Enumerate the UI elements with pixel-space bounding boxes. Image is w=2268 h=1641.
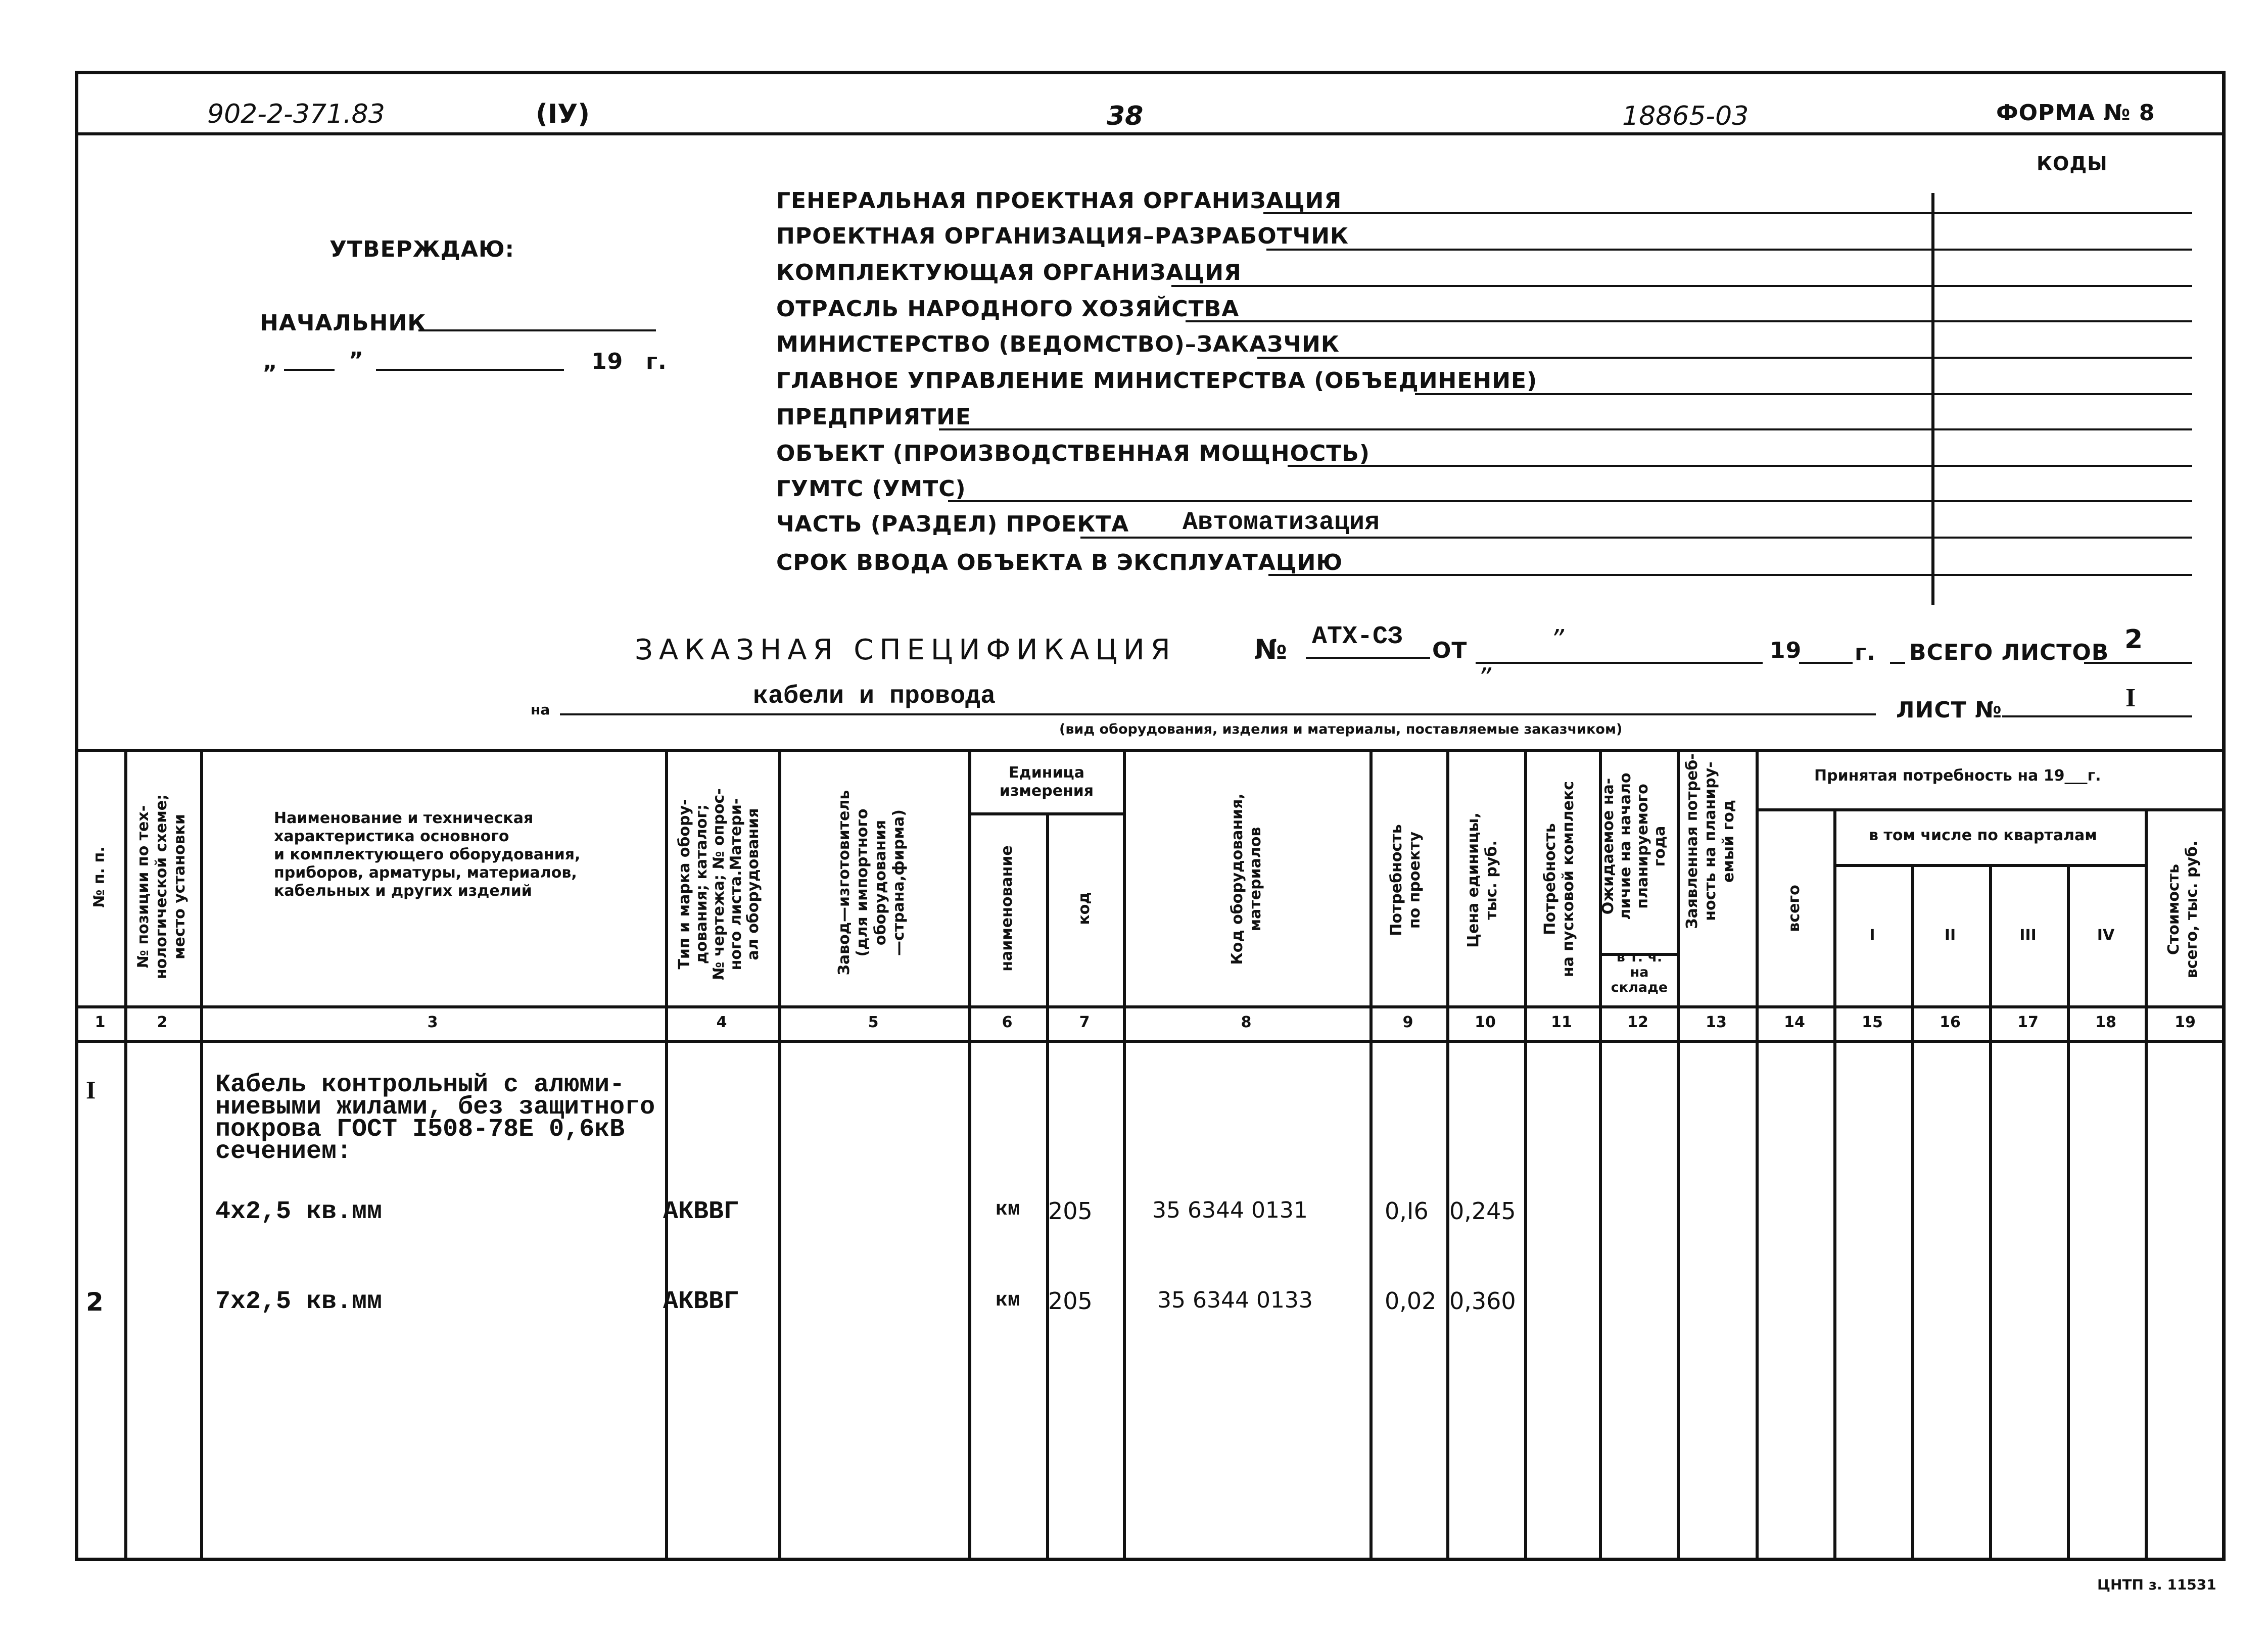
row-unit: км (996, 1198, 1020, 1221)
sheet-no-value: I (2125, 684, 2136, 712)
header-unit-group: Единица измерения (999, 764, 1094, 800)
chief-line (418, 329, 656, 331)
column-number: 15 (1862, 1013, 1883, 1031)
row-name: Кабель контрольный с алюми- ниевыми жилами, без защитного покрова ГОСТ I508-78Е 0,6кВ сечением: (215, 1071, 655, 1166)
header-col-4: Тип и марка обору- дования; каталог; № чертежа; № опрос- ного листа.Матери- ал оборудования (676, 788, 762, 980)
org-field-label: ОТРАСЛЬ НАРОДНОГО ХОЗЯЙСТВА (776, 296, 1240, 322)
row-unit-code: 205 (1048, 1197, 1093, 1225)
spec-title: ЗАКАЗНАЯ СПЕЦИФИКАЦИЯ (635, 634, 1176, 666)
column-number: 3 (427, 1013, 438, 1031)
column-number: 4 (716, 1013, 727, 1031)
row-code: 35 6344 0133 (1157, 1287, 1313, 1313)
column-number: 5 (868, 1013, 879, 1031)
column-number: 2 (157, 1013, 168, 1031)
sheet-no-line (2002, 715, 2192, 717)
row-price: 0,360 (1449, 1287, 1516, 1315)
spec-quote-open: ” (1550, 624, 1564, 655)
date-quote-close: ” (349, 348, 364, 373)
row-qty: 0,02 (1385, 1287, 1437, 1315)
table-header-bottom (75, 1005, 2226, 1008)
table-top-line (75, 749, 2226, 752)
org-field-label: ОБЪЕКТ (ПРОИЗВОДСТВЕННАЯ МОЩНОСТЬ) (776, 441, 1370, 466)
org-field-label: КОМПЛЕКТУЮЩАЯ ОРГАНИЗАЦИЯ (776, 260, 1242, 285)
header-col-8: Код оборудования, материалов (1228, 793, 1264, 965)
spec-on-label: на (531, 701, 550, 718)
header-quarters: в том числе по кварталам (1869, 827, 2097, 844)
col-line (1369, 749, 1373, 1560)
col-line (1911, 864, 1914, 1560)
spec-subject: кабели и провода (753, 682, 996, 711)
total-sheets-line (2084, 662, 2192, 664)
album-number: 18865-03 (1622, 101, 1749, 131)
row-number: 2 (86, 1287, 104, 1317)
header-col-10: Цена единицы, тыс. руб. (1464, 812, 1500, 948)
date-month-line (376, 369, 564, 371)
row-type: АКВВГ (663, 1287, 739, 1316)
column-number: 7 (1079, 1013, 1090, 1031)
header-col-5: Завод—изготовитель (для импортного оборудования —страна,фирма) (835, 790, 908, 976)
footer-stamp: ЦНТП з. 11531 (2097, 1576, 2216, 1593)
row-unit-code: 205 (1048, 1287, 1093, 1315)
org-field-line[interactable] (1186, 320, 2192, 322)
top-strip-divider (75, 132, 2226, 135)
header-col-9: Потребность по проекту (1388, 824, 1424, 936)
column-number-bottom (75, 1040, 2226, 1043)
org-field-line[interactable] (1080, 537, 2192, 539)
spec-no-value: АТХ-СЗ (1312, 622, 1403, 651)
date-year-suffix: г. (646, 349, 667, 374)
org-field-label: ГЛАВНОЕ УПРАВЛЕНИЕ МИНИСТЕРСТВА (ОБЪЕДИНЕНИЕ) (776, 368, 1538, 394)
column-number: 18 (2095, 1013, 2116, 1031)
header-accepted: Принятая потребность на 19___г. (1814, 767, 2101, 785)
row-number: I (86, 1076, 96, 1104)
spec-year-prefix: 19 (1770, 638, 1802, 663)
sheet-no-label: ЛИСТ № (1896, 697, 2002, 723)
org-field-line[interactable] (1288, 465, 2192, 467)
spec-from-label: ОТ (1432, 638, 1468, 663)
spec-year-line (1799, 662, 1853, 664)
col-line (1756, 749, 1759, 1560)
spec-year-dash (1890, 662, 1905, 664)
project-part-value: Автоматизация (1183, 508, 1380, 537)
org-field-line[interactable] (948, 500, 2192, 502)
header-col-12-stock: в т. ч. на складе (1611, 949, 1668, 995)
date-day-line (284, 369, 335, 371)
chief-label: НАЧАЛЬНИК (260, 310, 427, 336)
org-field-line[interactable] (939, 428, 2192, 430)
header-col-13: Заявленная потреб- ность на планиру- емый год (1683, 753, 1737, 929)
org-field-label: ПРЕДПРИЯТИЕ (776, 404, 971, 430)
quarters-line (1833, 864, 2145, 867)
column-number: 16 (1940, 1013, 1961, 1031)
row-unit: км (996, 1289, 1020, 1312)
header-q3: III (2019, 927, 2037, 944)
column-number: 12 (1627, 1013, 1648, 1031)
header-q2: II (1944, 927, 1956, 944)
col-line (124, 749, 127, 1560)
total-sheets-label: ВСЕГО ЛИСТОВ (1909, 640, 2109, 665)
org-field-label: ЧАСТЬ (РАЗДЕЛ) ПРОЕКТА (776, 511, 1129, 537)
row-price: 0,245 (1449, 1197, 1516, 1225)
spec-subject-caption: (вид оборудования, изделия и материалы, поставляемые заказчиком) (1059, 721, 1623, 737)
column-number: 6 (1002, 1013, 1013, 1031)
col-line (2067, 864, 2070, 1560)
header-col-7: код (1075, 892, 1093, 925)
col-line (778, 749, 781, 1560)
row-type: АКВВГ (663, 1197, 739, 1226)
org-field-line[interactable] (1263, 212, 2192, 214)
header-col-14: всего (1785, 885, 1803, 932)
org-field-label: ГЕНЕРАЛЬНАЯ ПРОЕКТНАЯ ОРГАНИЗАЦИЯ (776, 188, 1342, 214)
column-number: 1 (94, 1013, 106, 1031)
row-size: 7х2,5 кв.мм (215, 1287, 383, 1316)
column-number: 13 (1706, 1013, 1727, 1031)
org-field-line[interactable] (1266, 249, 2192, 251)
col-line (1833, 808, 1836, 1560)
header-q4: IV (2097, 927, 2115, 944)
column-number: 19 (2175, 1013, 2196, 1031)
org-field-label: ГУМТС (УМТС) (776, 476, 966, 502)
codes-label: КОДЫ (2037, 153, 2108, 175)
header-col-1: № п. п. (90, 846, 108, 908)
col-line (1446, 749, 1449, 1560)
col-line (2145, 808, 2148, 1560)
org-field-label: СРОК ВВОДА ОБЪЕКТА В ЭКСПЛУАТАЦИЮ (776, 550, 1343, 575)
total-sheets-value: 2 (2124, 624, 2143, 655)
doc-number: 902-2-371.83 (207, 99, 385, 129)
header-col-19: Стоимость всего, тыс. руб. (2165, 840, 2201, 979)
row-qty: 0,I6 (1385, 1197, 1429, 1225)
codes-divider (1931, 193, 1934, 605)
col-line (968, 749, 971, 1560)
org-field-line[interactable] (1415, 393, 2192, 395)
spec-quote-close: ” (1478, 663, 1491, 693)
header-col-12: Ожидаемое на- личие на начало планируемого года (1599, 773, 1669, 920)
org-field-line[interactable] (1268, 574, 2192, 576)
spec-no-line (1306, 657, 1430, 659)
org-field-label: ПРОЕКТНАЯ ОРГАНИЗАЦИЯ–РАЗРАБОТЧИК (776, 223, 1349, 249)
spec-no-label: № (1254, 634, 1288, 665)
col-line (1123, 749, 1126, 1560)
spec-date-line (1476, 662, 1763, 664)
spec-year-suffix: г. (1855, 640, 1876, 665)
accepted-line (1756, 808, 2226, 811)
org-field-line[interactable] (1171, 285, 2192, 287)
col-line (1989, 864, 1992, 1560)
column-number: 10 (1475, 1013, 1496, 1031)
column-number: 8 (1241, 1013, 1252, 1031)
column-number: 9 (1402, 1013, 1413, 1031)
unit-group-line (968, 812, 1123, 815)
column-number: 17 (2017, 1013, 2039, 1031)
row-size: 4х2,5 кв.мм (215, 1197, 383, 1226)
org-field-label: МИНИСТЕРСТВО (ВЕДОМСТВО)–ЗАКАЗЧИК (776, 331, 1340, 357)
col-line (665, 749, 668, 1560)
date-quote-open: „ (263, 349, 278, 374)
column-number: 14 (1784, 1013, 1805, 1031)
row-code: 35 6344 0131 (1152, 1197, 1308, 1223)
header-col-3: Наименование и техническая характеристика основного и комплектующего оборудования, приборов, арматуры, материалов, кабельных и других изделий (274, 809, 581, 900)
org-field-line[interactable] (1257, 357, 2192, 359)
header-col-6: наименование (998, 845, 1016, 972)
col-line (200, 749, 203, 1560)
spec-subject-line (560, 713, 1876, 715)
volume: (IУ) (536, 99, 590, 129)
approve-title: УТВЕРЖДАЮ: (329, 236, 515, 262)
header-q1: I (1869, 927, 1875, 944)
header-col-2: № позиции по тех- нологической схеме; место установки (134, 794, 188, 980)
col-line (1677, 749, 1680, 1560)
date-year: 19 (591, 349, 624, 374)
form-label: ФОРМА № 8 (1996, 100, 2155, 126)
col-line (1524, 749, 1527, 1560)
page-number: 38 (1107, 101, 1144, 131)
column-number: 11 (1551, 1013, 1572, 1031)
col-line (1046, 812, 1049, 1560)
header-col-11: Потребность на пусковой комплекс (1541, 781, 1577, 978)
